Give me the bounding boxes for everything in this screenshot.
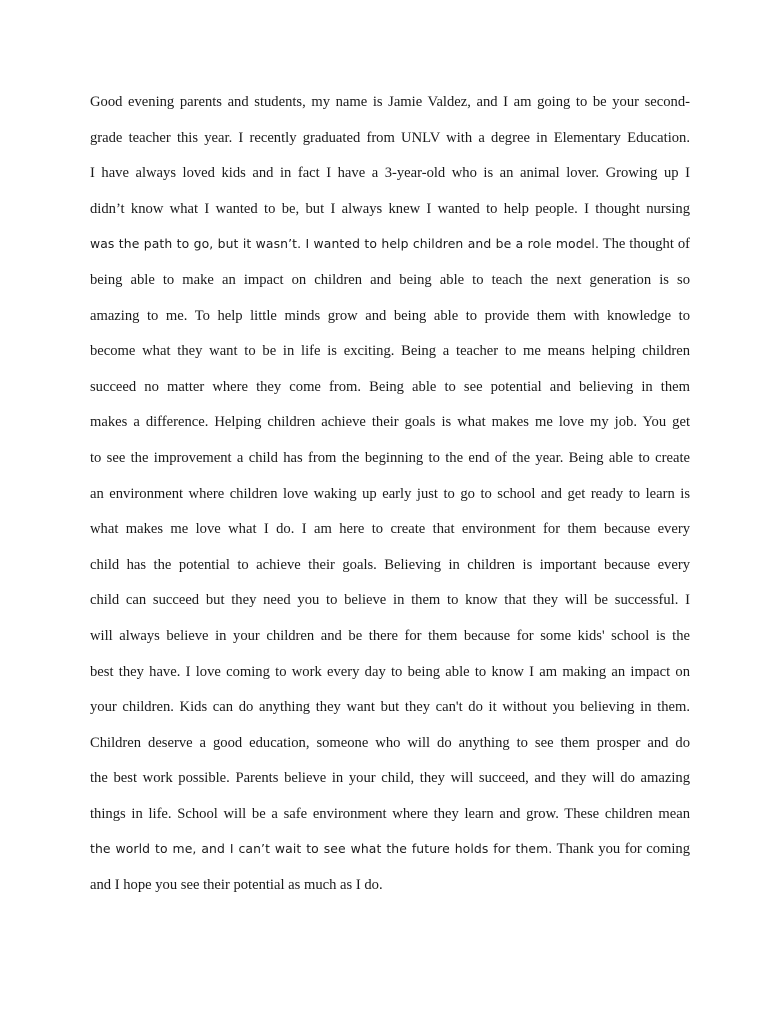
text-line — [90, 661, 690, 697]
text-line — [90, 554, 690, 590]
text-line — [90, 269, 690, 305]
text-line — [90, 198, 690, 234]
text-segment: the world to me, and I can’t wait to see what the future holds for them. — [90, 841, 553, 857]
text-segment: child can succeed but they need you to believe in them to know that they will be successful. I — [90, 592, 690, 609]
text-segment: was the path to go, but it wasn’t. I wanted to help children and be a role model. — [90, 236, 599, 252]
text-line — [90, 518, 690, 554]
text-line — [90, 838, 690, 874]
text-segment: Children deserve a good education, someone who will do anything to see them prosper and do — [90, 734, 690, 751]
text-line — [90, 411, 690, 447]
text-segment: the best work possible. Parents believe in your child, they will succeed, and they will do amazing — [90, 770, 690, 787]
text-line — [90, 233, 690, 269]
text-segment: succeed no matter where they come from. Being able to see potential and believing in them — [90, 378, 690, 395]
text-line — [90, 91, 690, 127]
text-line — [90, 874, 690, 910]
text-line — [90, 803, 690, 839]
letter-paragraph — [90, 91, 690, 910]
text-segment: didn’t know what I wanted to be, but I always knew I wanted to help people. I thought nursing — [90, 200, 690, 217]
text-segment: being able to make an impact on children and being able to teach the next generation is so — [90, 271, 690, 288]
text-segment: grade teacher this year. I recently graduated from UNLV with a degree in Elementary Education. — [90, 129, 690, 146]
text-segment: things in life. School will be a safe environment where they learn and grow. These children mean — [90, 805, 690, 822]
text-segment: child has the potential to achieve their goals. Believing in children is important because every — [90, 556, 690, 573]
text-line — [90, 127, 690, 163]
text-segment: and I hope you see their potential as much as I do. — [90, 877, 383, 894]
text-line — [90, 447, 690, 483]
text-segment: Thank you for coming — [552, 841, 691, 858]
text-line — [90, 162, 690, 198]
text-segment: what makes me love what I do. I am here to create that environment for them because every — [90, 521, 690, 538]
text-segment: to see the improvement a child has from the beginning to the end of the year. Being able to create — [90, 449, 690, 466]
text-line — [90, 696, 690, 732]
text-line — [90, 767, 690, 803]
text-line — [90, 732, 690, 768]
text-line — [90, 589, 690, 625]
text-segment: best they have. I love coming to work every day to being able to know I am making an impact on — [90, 663, 690, 680]
text-line — [90, 305, 690, 341]
text-line — [90, 625, 690, 661]
text-segment: Good evening parents and students, my name is Jamie Valdez, and I am going to be your second- — [90, 94, 690, 110]
text-segment: an environment where children love waking up early just to go to school and get ready to learn is — [90, 485, 690, 502]
text-segment: will always believe in your children and be there for them because for some kids' school is the — [90, 627, 690, 644]
text-segment: your children. Kids can do anything they want but they can't do it without you believing in them. — [90, 699, 690, 716]
text-segment: become what they want to be in life is exciting. Being a teacher to me means helping children — [90, 343, 690, 360]
text-line — [90, 483, 690, 519]
text-line — [90, 376, 690, 412]
text-segment: amazing to me. To help little minds grow and being able to provide them with knowledge to — [90, 307, 690, 324]
text-segment: makes a difference. Helping children achieve their goals is what makes me love my job. You get — [90, 414, 690, 431]
text-segment: The thought of — [599, 236, 690, 253]
text-line — [90, 340, 690, 376]
text-segment: I have always loved kids and in fact I have a 3-year-old who is an animal lover. Growing up I — [90, 165, 690, 182]
